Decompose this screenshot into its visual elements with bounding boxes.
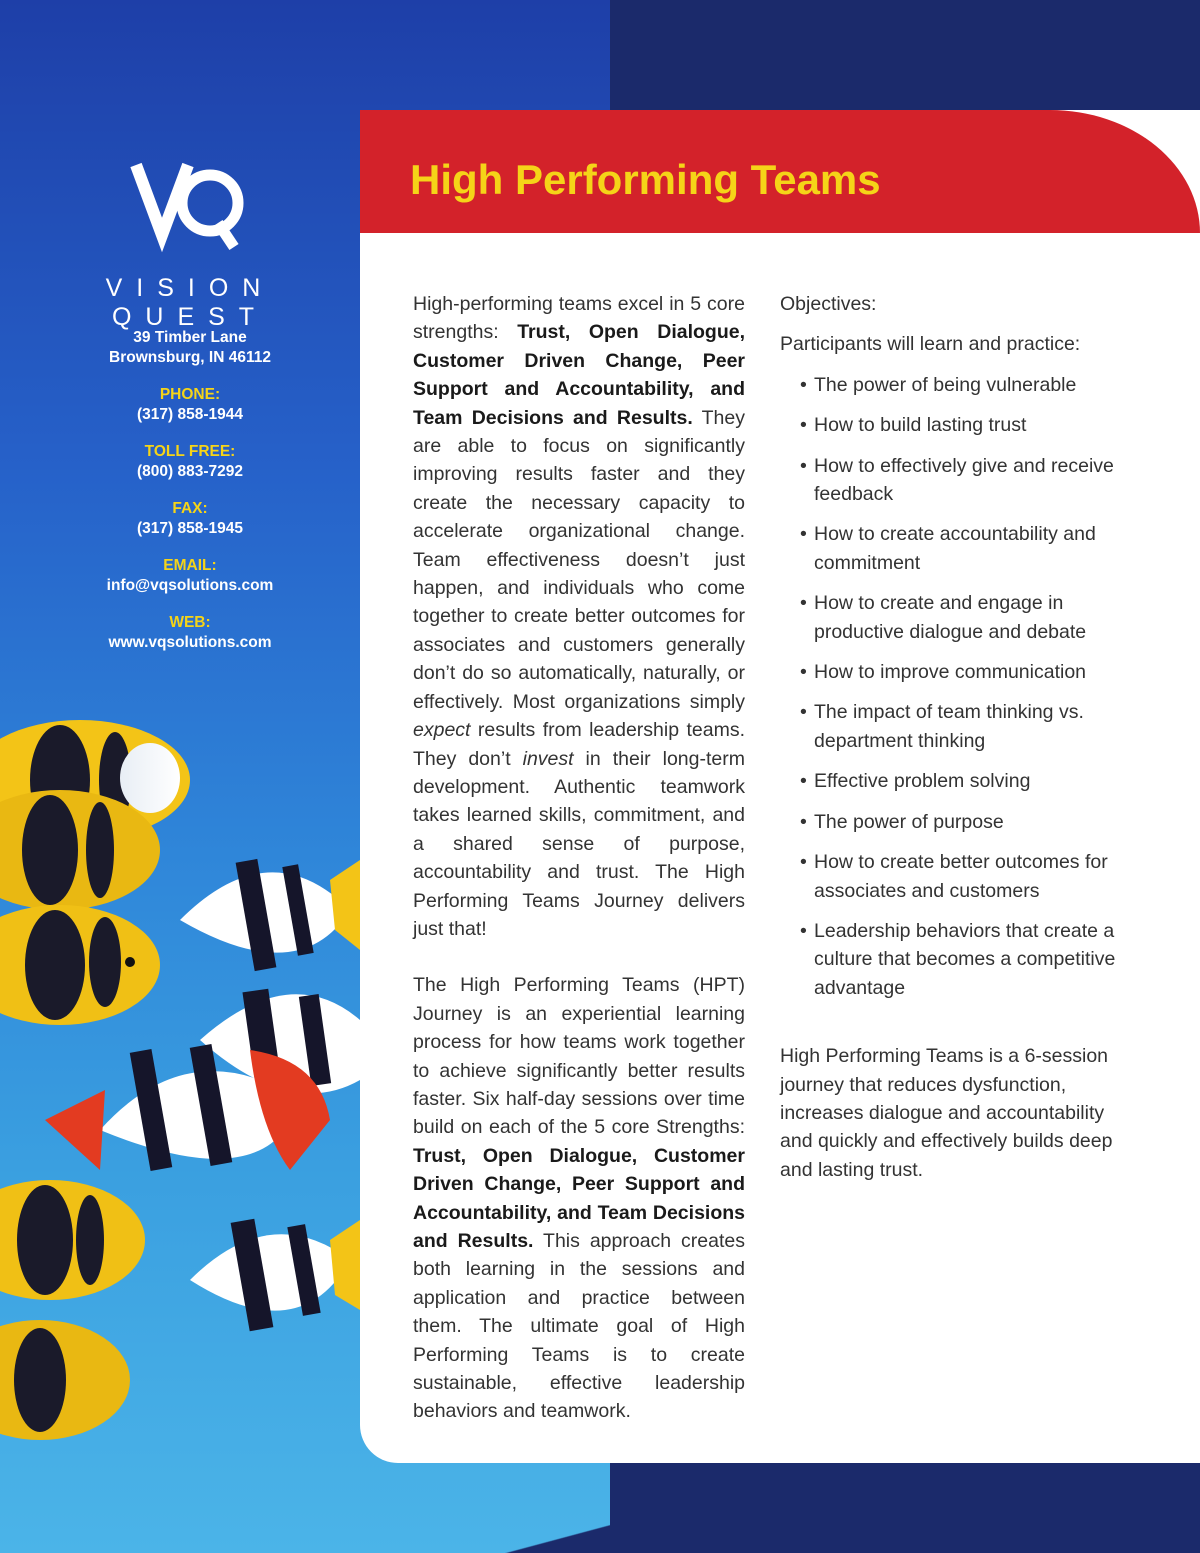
contact-info	[40, 328, 340, 653]
title-banner	[360, 110, 1200, 233]
objectives-intro: Participants will learn and practice:	[780, 333, 1081, 356]
page-title: High Performing Teams	[410, 156, 881, 203]
core-strengths-bold-2: Trust, Open Dialogue, Customer Driven Change, Peer Support and Accountability, and Team Decisions and Results.	[413, 1144, 745, 1252]
fish-yellow-4	[0, 1180, 145, 1300]
address-line-1: 39 Timber Lane	[133, 329, 247, 346]
fish-yellow-5	[0, 1320, 130, 1440]
email-label: EMAIL:	[163, 557, 217, 574]
intro-paragraph-2: The High Performing Teams (HPT) Journey is an experiential learning process for how teams work together to achieve significantly better results faster. Six half-day sessions over time build on each of the 5 core Strengths: Trust, Open Dialogue, Customer Driven Change, Peer Support and Accountability, and Team Decisions and Results. This approach creates both learning in the sessions and application and practice between them. The ultimate goal of High Performing Teams is to create sustainable, effective leadership behaviors and teamwork.	[413, 974, 746, 1423]
fish-white-1	[180, 859, 360, 971]
phone-number[interactable]: (317) 858-1944	[137, 406, 243, 423]
content-card	[360, 110, 1200, 1463]
email-link[interactable]: info@vqsolutions.com	[106, 577, 274, 594]
phone-label: PHONE:	[159, 386, 221, 403]
list-item: • How to improve communication	[800, 658, 1120, 686]
fax-label: FAX:	[172, 500, 208, 517]
list-item: • How to build lasting trust	[800, 411, 1120, 439]
core-strengths-bold: Trust, Open Dialogue, Customer Driven Change, Peer Support and Accountability, and Team Decisions and Results.	[413, 321, 745, 429]
list-item: • How to create and engage in productive dialogue and debate	[800, 589, 1120, 646]
fish-yellow-3	[0, 905, 160, 1025]
list-item: • How to effectively give and receive feedback	[800, 452, 1120, 509]
vq-logo-icon	[130, 155, 250, 255]
objectives-heading: Objectives:	[780, 293, 877, 315]
butterflyfish-illustration	[0, 700, 360, 1460]
address-line-2: Brownsburg, IN 46112	[109, 349, 271, 366]
list-item: • How to create better outcomes for associates and customers	[800, 848, 1120, 905]
list-item: • The impact of team thinking vs. department thinking	[800, 698, 1120, 755]
web-label: WEB:	[169, 614, 211, 631]
list-item: • Effective problem solving	[800, 767, 1120, 795]
intro-paragraph-1: High-performing teams excel in 5 core strengths: Trust, Open Dialogue, Customer Driven Change, Peer Support and Accountability, and Team Decisions and Results. They are able to focus on significantly improving results faster and they create the necessary capacity to accelerate organizational change. Team effectiveness doesn’t just happen, and individuals who come together to create better outcomes for associates and customers generally don’t do so automatically, naturally, or effectively. Most organizations simply expect results from leadership teams. They don’t invest in their long-term development. Authentic teamwork takes learned skills, commitment, and a shared sense of purpose, accountability and trust. The High Performing Teams Journey delivers just that!	[413, 293, 745, 940]
objectives-column	[780, 290, 1120, 1196]
list-item: • Leadership behaviors that create a culture that becomes a competitive advantage	[800, 917, 1120, 1002]
objectives-list	[780, 371, 1120, 1002]
fish-white-3	[190, 1219, 360, 1331]
fax-number: (317) 858-1945	[137, 520, 243, 537]
fish-red-tail	[45, 1044, 330, 1171]
tollfree-number[interactable]: (800) 883-7292	[137, 463, 243, 480]
bottom-navy-wedge	[0, 1460, 1200, 1553]
closing-paragraph: High Performing Teams is a 6-session journey that reduces dysfunction, increases dialogue and accountability and quickly and effectively builds deep and lasting trust.	[780, 1045, 1113, 1181]
intro-column	[413, 290, 745, 1454]
web-link[interactable]: www.vqsolutions.com	[108, 634, 272, 651]
tollfree-label: TOLL FREE:	[144, 443, 236, 460]
list-item: • The power of purpose	[800, 808, 1120, 836]
list-item: • How to create accountability and commitment	[800, 520, 1120, 577]
brand-name: VISION QUEST	[105, 274, 275, 331]
list-item: • The power of being vulnerable	[800, 371, 1120, 399]
